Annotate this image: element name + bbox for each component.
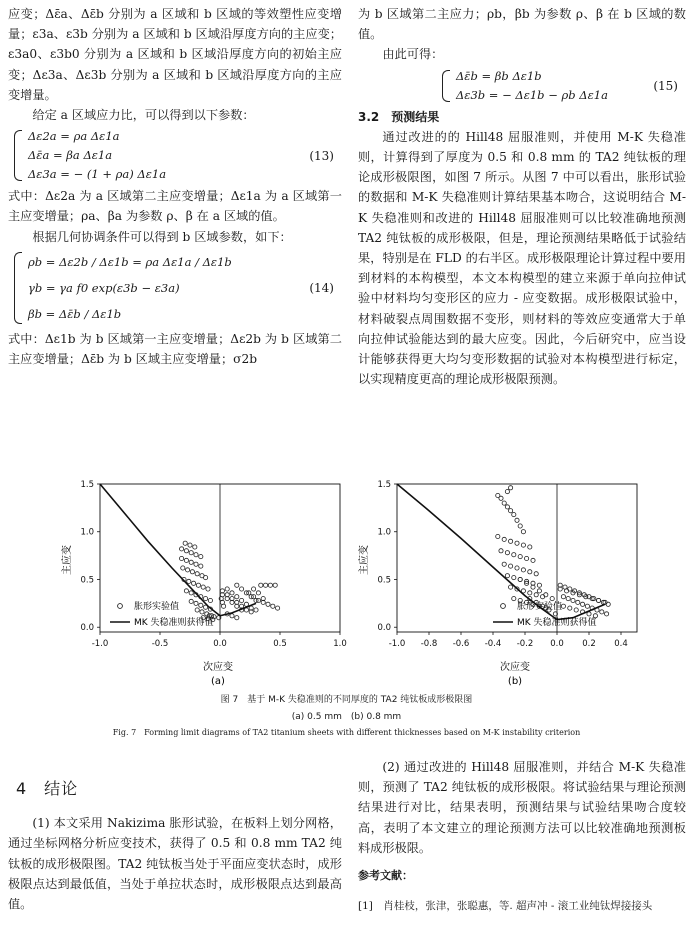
right-column-bottom [358,757,686,916]
chart-b-x-tick-label: -0.6 [452,639,470,649]
chart-b-x-tick-label: 0.0 [550,639,564,649]
chart-b-data-point [509,564,513,568]
chart-b-data-point [509,585,513,589]
left-column-bottom [8,775,342,914]
chart-b-mk-curve [397,484,605,620]
chart-a-x-tick-label: 0.5 [273,639,287,649]
chart-a-data-point [180,556,184,560]
chart-a-data-point [264,583,268,587]
chart-b-panel-label: (b) [507,676,523,687]
equation-number-14: (14) [309,280,334,295]
chart-b-data-point [515,518,519,522]
chart-a-data-point [190,570,194,574]
chart-b-data-point [581,602,585,606]
equation-brace [14,130,22,181]
chart-a-data-point [208,598,212,602]
chart-a-data-point [271,604,275,608]
chart-a-data-point [186,568,190,572]
figure-caption-sub: (a) 0.5 mm (b) 0.8 mm [291,712,402,722]
chart-b-data-point [512,553,516,557]
chart-b-data-point [576,600,580,604]
chart-b-y-tick-label: 0.5 [377,575,391,586]
chart-b-data-point [505,574,509,578]
right-column-top [358,4,686,389]
right-para-2: 由此可得： [382,47,444,62]
figure-caption-cn: 图 7 基于 M-K 失稳准则的不同厚度的 TA2 纯钛板成形极限图 [220,695,473,705]
chart-a-data-point [189,599,193,603]
chart-b-plot [377,480,637,649]
chart-a-panel-label: (a) [211,676,225,687]
chart-a-data-point [195,608,199,612]
chart-a-x-tick-label: 0.0 [213,639,227,649]
left-para-2: 给定 a 区域应力比，可以得到以下参数： [32,108,255,123]
chart-a-data-point [195,572,199,576]
chart-b-data-point [512,576,516,580]
section-3-2-title: 3.2 预测结果 [358,109,440,124]
left-column-top [8,4,342,369]
chart-a-data-point [235,583,239,587]
chart-a-data-point [230,591,234,595]
chart-b-data-point [534,593,538,597]
chart-a-y-tick-label: 0.5 [80,575,94,586]
chart-b-data-point [528,591,532,595]
chart-b-data-point [512,513,516,517]
chart-a-data-point [259,583,263,587]
chart-a-data-point [200,610,204,614]
left-para-3: 式中：Δε2a 为 a 区域第二主应变增量；Δε1a 为 a 区域第一主应变增量；ρa、βa 为参数 ρ、β 在 a 区域的值。 [8,189,342,224]
chart-b-data-point [499,496,503,500]
eq13-line-3: Δε3a = − (1 + ρa) Δε1a [28,167,167,182]
chart-a-data-point [225,587,229,591]
left-para-5: 式中：Δε1b 为 b 区域第一主应变增量；Δε2b 为 b 区域第二主应变增量；Δε̄b 为 b 区域主应变增量；σ2b [8,331,342,367]
chart-a-data-point [240,587,244,591]
chart-b-data-point [515,566,519,570]
chart-a-x-tick-label: -1.0 [91,639,109,649]
chart-a-y-tick-label: 1.5 [80,480,94,490]
chart-a-data-point [268,583,272,587]
left-para-1: 应变；Δε̄a、Δε̄b 分别为 a 区域和 b 区域的等效塑性应变增量；ε3a、ε3b 分别为 a 区域和 b 区域沿厚度方向的主应变；ε3a0、ε3b0 分别为 a 区域和 b 区域沿厚度方向的初始主应变；Δε3a、Δε3b 分别为 a 区域和 b 区域沿厚度方向的主应变增量。 [8,7,342,102]
reference-1: [1] 肖桂枝，张津，张聪惠，等. 超声冲 - 滚工业纯钛焊接接头 [358,900,653,913]
chart-a-y-tick-label: 1.0 [80,527,94,538]
legend-b-marker [501,604,506,609]
chart-a-data-point [194,601,198,605]
chart-b-x-tick-label: -1.0 [388,639,406,649]
conclusion-para-2: (2) 通过改进的 Hill48 屈服准则，并结合 M-K 失稳准则，预测了 TA2 纯钛板的成形极限。将试验结果与理论预测结果进行对比，结果表明，预测结果与试验结果吻合度较高，表明了本文建立的理论预测方法可以比较准确地预测板料成形极限。 [358,760,686,855]
chart-a-data-point [252,587,256,591]
chart-b-data-point [534,572,538,576]
chart-b-data-point [509,486,513,490]
chart-b-data-point [521,568,525,572]
chart-a-data-point [235,616,239,620]
chart-a-data-point [199,555,203,559]
chart-a-data-point [201,585,205,589]
chart-a-data-point [199,603,203,607]
chart-b-data-point [537,583,541,587]
eq13-line-1: Δε2a = ρa Δε1a [28,129,120,144]
chart-b-data-point [531,558,535,562]
eq14-line-2: γb = γa f0 exp(ε3b − ε3a) [28,280,180,295]
chart-a-data-point [206,587,210,591]
chart-a-data-point [189,560,193,564]
figure-caption-en: Fig. 7 Forming limit diagrams of TA2 titanium sheets with different thicknesses based on M-K instability criterion [112,728,581,737]
chart-a-data-point [235,595,239,599]
chart-a-data-point [189,591,193,595]
chart-b-data-point [550,597,554,601]
chart-b-data-point [518,555,522,559]
chart-b-data-point [568,606,572,610]
chart-b-y-tick-label: 1.0 [377,527,391,538]
legend-b-points-label: 胀形实验值 [517,602,563,612]
chart-b-data-point [499,549,503,553]
chart-panel-b [355,478,640,688]
chart-b-data-point [565,589,569,593]
chart-b-data-point [502,537,506,541]
chart-b-data-point [528,545,532,549]
chart-b-ylabel: 主应变 [359,545,370,575]
chart-a-data-point [187,579,191,583]
chart-b-x-tick-label: 0.2 [582,639,596,649]
chart-b-data-point [505,551,509,555]
equation-13 [8,127,342,184]
chart-b-data-point [515,541,519,545]
chart-a-data-point [184,558,188,562]
legend-a-points-label: 胀形实验值 [134,602,180,612]
chart-a-data-point [184,589,188,593]
legend-b-line-label: MK 失稳准则获得值 [517,618,597,628]
chart-a-data-point [266,602,270,606]
equation-number-15: (15) [653,78,678,93]
eq15-line-2: Δε3b = − Δε1b − ρb Δε1a [456,87,608,102]
equation-brace [442,70,450,102]
chart-a-x-tick-label: -0.5 [151,639,169,649]
equation-14 [8,249,342,327]
equation-brace [14,252,22,324]
chart-a-data-point [184,549,188,553]
legend-a-marker [118,604,123,609]
chart-b-data-point [505,505,509,509]
chart-b-data-point [605,612,609,616]
section-4-title: 4 结论 [16,779,79,798]
chart-b-y-tick-label: 0.0 [377,623,391,634]
chart-a-xlabel: 次应变 [203,662,233,673]
eq14-line-1: ρb = Δε2b / Δε1b = ρa Δε1a / Δε1b [28,254,232,269]
equation-15 [358,67,686,105]
chart-a-data-point [194,553,198,557]
chart-b-data-point [509,539,513,543]
chart-b-data-point [528,570,532,574]
chart-b-x-tick-label: -0.4 [484,639,502,649]
chart-a-data-point [276,606,280,610]
chart-b-data-point [496,534,500,538]
chart-b-data-point [502,562,506,566]
chart-b-data-point [509,509,513,513]
chart-a-data-point [240,598,244,602]
chart-a-data-point [194,562,198,566]
chart-a-data-point [199,564,203,568]
chart-a-data-point [196,583,200,587]
chart-b-data-point [521,530,525,534]
chart-b-xlabel: 次应变 [500,662,530,673]
chart-a-data-point [222,604,226,608]
chart-b-data-point [537,589,541,593]
chart-a-mk-curve [100,484,256,616]
chart-b-data-point [566,597,570,601]
chart-a-data-point [193,545,197,549]
chart-b-data-point [597,598,601,602]
chart-a-data-point [180,547,184,551]
chart-a-y-tick-label: 0.0 [80,623,94,634]
chart-a-data-point [188,543,192,547]
equation-number-13: (13) [309,148,334,163]
chart-b-data-point [574,608,578,612]
chart-b-data-point [502,501,506,505]
chart-a-plot [80,480,346,649]
references-heading: 参考文献： [358,869,413,883]
chart-a-data-point [256,591,260,595]
chart-b-data-point [512,597,516,601]
chart-b-data-point [525,556,529,560]
chart-b-data-point [600,610,604,614]
legend-a-line-label: MK 失稳准则获得值 [134,618,214,628]
chart-b-data-point [561,595,565,599]
chart-b-data-point [544,593,548,597]
chart-b-y-tick-label: 1.5 [377,480,391,490]
chart-a-data-point [189,551,193,555]
eq13-line-2: Δε̄a = βa Δε1a [28,148,113,163]
chart-panel-a [58,478,347,688]
chart-a-x-tick-label: 1.0 [333,639,347,649]
chart-b-x-tick-label: -0.2 [516,639,534,649]
chart-a-ylabel: 主应变 [62,545,73,575]
chart-b-data-point [585,604,589,608]
chart-b-x-tick-label: -0.8 [420,639,438,649]
chart-a-data-point [273,583,277,587]
chart-a-data-point [204,576,208,580]
eq15-line-1: Δε̄b = βb Δε1b [456,68,542,83]
chart-b-data-point [571,598,575,602]
chart-b-data-point [518,577,522,581]
conclusion-para-1: (1) 本文采用 Nakizima 胀形试验，在板料上划分网格，通过坐标网格分析应变技术，获得了 0.5 和 0.8 mm TA2 纯钛板的成形极限图。TA2 纯钛板当处于平面应变状态时，成形极限点达到最低值，当处于单拉状态时，成形极限点达到最高值。 [8,816,342,912]
chart-b-data-point [518,524,522,528]
right-para-3: 通过改进的的 Hill48 屈服准则，并使用 M-K 失稳准则，计算得到了厚度为 0.5 和 0.8 mm 的 TA2 纯钛板的理论成形极限图，如图 7 所示。从图 7 中可以看出，胀形试验的数据和 M-K 失稳准则计算结果基本吻合，这说明结合 M-K 失稳准则和改进的 Hill48 屈服准则可以比较准确地预测 TA2 纯钛板的成形极限，但是，理论预测结果略低于试验结果，特别是在 FLD 的右半区。成形极限理论计算过程中要用到材料的本构模型，本文本构模型的建立来源于单向拉伸试验中材料均匀变形区的应力 - 应变数据。成形极限试验中，材料破裂点周围数据不变形，则材料的等效应变通常大于单向拉伸试验能达到的最大应变。因此，今后研究中，应当设计能够获得更大均匀变形数据的试验对本构模型进行标定，以实现精度更高的理论成形极限预测。 [358,129,686,387]
chart-a-data-point [254,608,258,612]
chart-a-data-point [230,614,234,618]
chart-b-data-point [505,490,509,494]
chart-a-data-point [192,581,196,585]
chart-b-x-tick-label: 0.4 [614,639,628,649]
eq14-line-3: βb = Δε̄b / Δε1b [28,306,122,321]
chart-a-data-point [181,566,185,570]
right-para-1: 为 b 区域第二主应力；ρb，βb 为参数 ρ、β 在 b 区域的数值。 [358,7,686,42]
chart-b-data-point [521,543,525,547]
chart-a-data-point [183,541,187,545]
chart-a-data-point [204,597,208,601]
left-para-4: 根据几何协调条件可以得到 b 区域参数，如下： [32,229,292,244]
